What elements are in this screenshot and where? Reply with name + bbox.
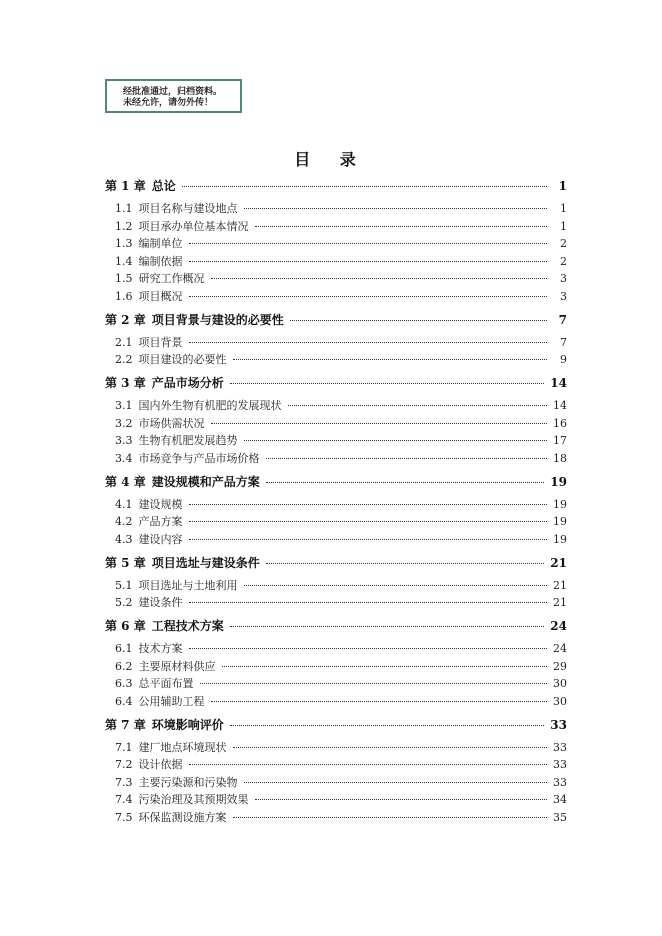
toc-page-number: 33 [553,758,567,771]
toc-entry-number: 6.3 [115,677,133,690]
toc-section-entry[interactable] [115,640,567,656]
toc-dot-leader [255,799,548,800]
toc-page-number: 21 [550,555,567,570]
toc-dot-leader [288,405,548,406]
toc-entry-title: 生物有机肥发展趋势 [138,434,238,447]
toc-section-entry[interactable] [115,658,567,674]
toc-page-number: 24 [550,619,567,633]
toc-dot-leader [189,602,548,603]
toc-entry-number: 第 2 章 [105,312,146,327]
toc-entry-number: 第 5 章 [105,555,146,570]
toc-entry-title: 污染治理及其预期效果 [138,793,249,806]
toc-entry-title: 项目承办单位基本情况 [138,219,249,233]
toc-section-entry[interactable] [115,513,567,529]
toc-page-number: 21 [553,596,567,609]
toc-page-number: 2 [560,237,567,250]
toc-entry-number: 第 1 章 [105,179,146,193]
toc-section-entry[interactable] [115,351,567,367]
toc-entry-title: 市场竞争与产品市场价格 [138,451,260,465]
toc-entry-number: 第 4 章 [105,474,146,489]
toc-chapter-entry[interactable] [105,374,567,391]
toc-entry-title: 研究工作概况 [138,272,205,285]
toc-entry-title: 主要污染源和污染物 [138,775,238,789]
toc-page-number: 35 [553,810,567,824]
toc-entry-number: 3.3 [115,434,133,447]
toc-page-number: 14 [550,376,567,390]
toc-entry-number: 1.2 [115,219,133,233]
toc-dot-leader [255,226,548,227]
toc-entry-number: 6.2 [115,659,133,673]
toc-chapter-entry[interactable] [105,473,567,490]
toc-dot-leader [211,423,548,424]
toc-entry-number: 1.4 [115,254,133,268]
toc-page-number: 1 [560,202,567,215]
toc-dot-leader [244,782,548,783]
toc-chapter-entry[interactable] [105,617,567,634]
toc-entry-number: 1.1 [115,202,133,215]
toc-entry-number: 3.4 [115,451,133,465]
toc-section-entry[interactable] [115,334,567,350]
toc-page-number: 30 [553,694,567,708]
toc-entry-title: 总平面布置 [138,677,194,690]
toc-entry-title: 建厂地点环境现状 [138,740,227,754]
toc-entry-number: 7.4 [115,793,133,806]
toc-dot-leader [189,296,548,297]
toc-chapter-entry[interactable] [105,554,567,571]
toc-entry-title: 项目选址与建设条件 [151,555,260,570]
toc-entry-title: 编制依据 [138,254,183,268]
toc-entry-title: 产品方案 [138,515,183,528]
toc-section-entry[interactable] [115,496,567,512]
toc-page-number: 19 [553,515,567,528]
toc-entry-title: 环境影响评价 [151,717,224,732]
toc-dot-leader [200,683,548,684]
toc-dot-leader [290,320,547,321]
toc-entry-title: 编制单位 [138,237,183,250]
toc-dot-leader [189,648,548,649]
toc-entry-number: 2.1 [115,335,133,349]
toc-entry-title: 建设条件 [138,596,183,609]
toc-entry-title: 环保监测设施方案 [138,810,227,824]
toc-entry-title: 项目概况 [138,289,183,303]
toc-section-entry[interactable] [115,739,567,755]
toc-entry-number: 4.3 [115,532,133,546]
toc-entry-number: 7.2 [115,758,133,771]
toc-entry-number: 4.2 [115,515,133,528]
toc-entry-number: 7.1 [115,740,133,754]
toc-entry-title: 建设规模 [138,497,183,511]
toc-entry-number: 第 6 章 [105,619,146,633]
toc-section-entry[interactable] [115,791,567,807]
toc-page-number: 1 [560,219,567,233]
toc-dot-leader [233,359,548,360]
toc-entry-title: 产品市场分析 [151,376,224,390]
toc-dot-leader [182,186,547,187]
toc-entry-number: 2.2 [115,353,133,366]
toc-entry-number: 第 3 章 [105,376,146,390]
toc-page-number: 33 [550,717,567,732]
toc-dot-leader [189,342,548,343]
toc-section-entry[interactable] [115,531,567,547]
toc-entry-number: 1.3 [115,237,133,250]
toc-section-entry[interactable] [115,415,567,431]
toc-page-number: 18 [553,451,567,465]
toc-entry-title: 建设内容 [138,532,183,546]
toc-page-number: 34 [553,793,567,806]
toc-dot-leader [189,504,548,505]
toc-chapter-entry[interactable] [105,311,567,328]
toc-section-entry[interactable] [115,450,567,466]
toc-section-entry[interactable] [115,270,567,286]
stamp-line-1: 经批准通过，归档资料。 [123,87,223,97]
toc-section-entry[interactable] [115,577,567,593]
toc-section-entry[interactable] [115,218,567,234]
toc-dot-leader [244,440,548,441]
toc-chapter-entry[interactable] [105,716,567,733]
toc-section-entry[interactable] [115,594,567,610]
toc-dot-leader [266,458,548,459]
toc-entry-title: 主要原材料供应 [138,659,216,673]
toc-entry-title: 市场供需状况 [138,416,205,430]
toc-entry-number: 5.2 [115,596,133,609]
toc-section-entry[interactable] [115,397,567,413]
toc-dot-leader [189,243,548,244]
toc-section-entry[interactable] [115,774,567,790]
toc-dot-leader [189,521,548,522]
toc-dot-leader [189,261,548,262]
toc-entry-title: 国内外生物有机肥的发展现状 [138,399,282,412]
toc-entry-title: 总论 [151,179,176,193]
toc-entry-number: 3.1 [115,399,133,412]
toc-entry-title: 设计依据 [138,758,183,771]
toc-page-number: 21 [553,578,567,592]
toc-page-number: 33 [553,775,567,789]
toc-section-entry[interactable] [115,288,567,304]
toc-entry-number: 3.2 [115,416,133,430]
toc-dot-leader [266,482,545,483]
toc-entry-title: 项目背景 [138,335,183,349]
toc-entry-number: 4.1 [115,497,133,511]
toc-dot-leader [230,725,545,726]
toc-section-entry[interactable] [115,432,567,448]
toc-section-entry[interactable] [115,235,567,251]
toc-page-number: 9 [560,353,567,366]
toc-entry-title: 技术方案 [138,642,183,655]
toc-entry-title: 项目选址与土地利用 [138,578,238,592]
toc-dot-leader [222,666,548,667]
toc-page-number: 3 [560,272,567,285]
toc-page-number: 19 [553,497,567,511]
toc-entry-number: 7.3 [115,775,133,789]
toc-dot-leader [211,701,548,702]
toc-page-number: 17 [553,434,567,447]
toc-page-number: 30 [553,677,567,690]
toc-entry-number: 第 7 章 [105,717,146,732]
toc-dot-leader [230,626,545,627]
toc-entry-title: 工程技术方案 [151,619,224,633]
toc-page-number: 3 [560,289,567,303]
toc-page-number: 33 [553,740,567,754]
toc-entry-number: 1.6 [115,289,133,303]
toc-page-number: 1 [558,179,567,193]
toc-dot-leader [233,747,548,748]
toc-page-number: 19 [550,474,567,489]
toc-page-number: 29 [553,659,567,673]
toc-entry-title: 建设规模和产品方案 [151,474,260,489]
toc-page-number: 24 [553,642,567,655]
stamp-line-2: 未经允许，请勿外传！ [123,98,214,108]
toc-entry-number: 6.4 [115,694,133,708]
toc-entry-title: 项目背景与建设的必要性 [151,312,284,327]
toc-section-entry[interactable] [115,675,567,691]
toc-entry-number: 1.5 [115,272,133,285]
toc-entry-title: 项目名称与建设地点 [138,202,238,215]
toc-entry-title: 公用辅助工程 [138,694,205,708]
toc-entry-title: 项目建设的必要性 [138,353,227,366]
toc-title: 目 录 [294,150,368,169]
toc-page-number: 7 [558,312,567,327]
toc-dot-leader [244,585,548,586]
toc-entry-number: 7.5 [115,810,133,824]
toc-dot-leader [266,563,545,564]
toc-chapter-entry[interactable] [105,177,567,194]
toc-dot-leader [233,817,548,818]
toc-page-number: 7 [560,335,567,349]
toc-section-entry[interactable] [115,253,567,269]
toc-section-entry[interactable] [115,200,567,216]
toc-section-entry[interactable] [115,756,567,772]
toc-section-entry[interactable] [115,809,567,825]
toc-section-entry[interactable] [115,693,567,709]
toc-dot-leader [211,278,548,279]
toc-page-number: 16 [553,416,567,430]
toc-dot-leader [244,208,548,209]
toc-page-number: 14 [553,399,567,412]
toc-dot-leader [230,383,545,384]
toc-dot-leader [189,539,548,540]
toc-entry-number: 6.1 [115,642,133,655]
toc-page-number: 19 [553,532,567,546]
toc-dot-leader [189,764,548,765]
toc-page-number: 2 [560,254,567,268]
toc-entry-number: 5.1 [115,578,133,592]
